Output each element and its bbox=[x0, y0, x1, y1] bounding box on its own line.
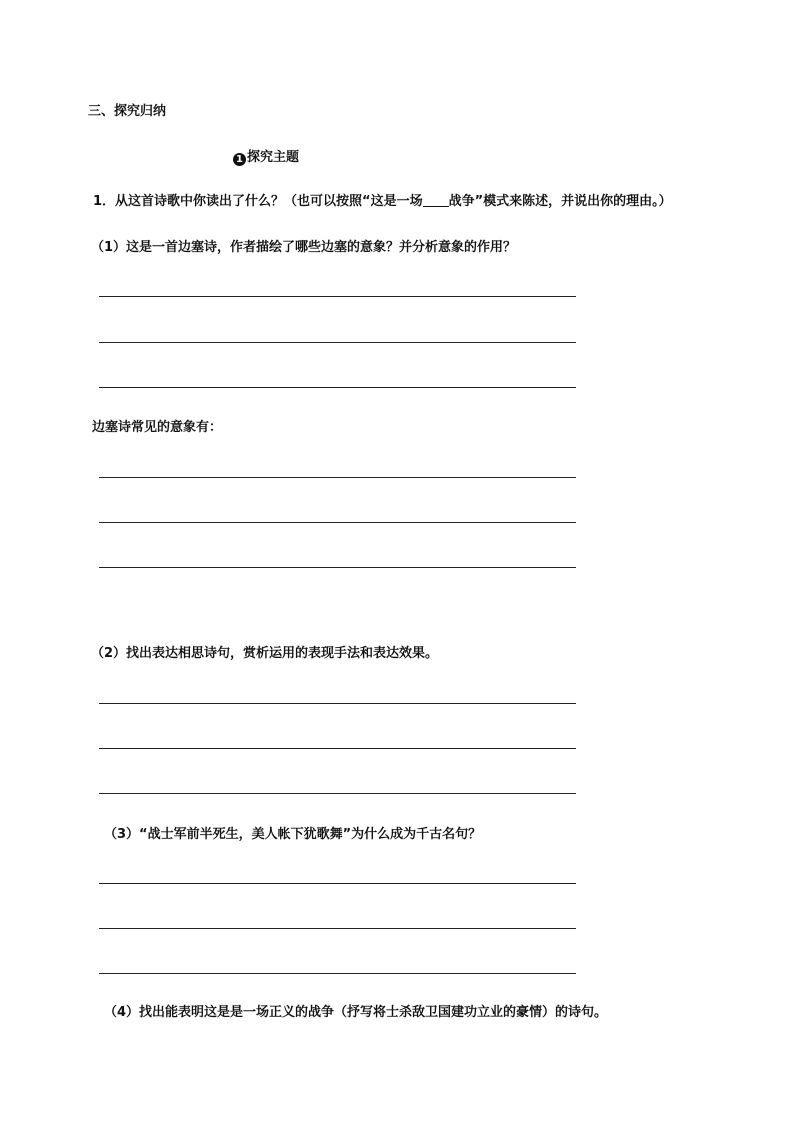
sub-question-2: （2）找出表达相思诗句，赏析运用的表现手法和表达效果。 bbox=[91, 646, 439, 661]
answer-line[interactable] bbox=[99, 973, 576, 974]
answer-line[interactable] bbox=[99, 883, 576, 884]
sub-question-1: （1）这是一首边塞诗，作者描绘了哪些边塞的意象？并分析意象的作用？ bbox=[91, 240, 517, 255]
answer-line[interactable] bbox=[99, 387, 576, 388]
answer-line[interactable] bbox=[99, 477, 576, 478]
section-heading: 三、探究归纳 bbox=[88, 104, 167, 119]
answer-line[interactable] bbox=[99, 296, 576, 297]
answer-line[interactable] bbox=[99, 703, 576, 704]
answer-line[interactable] bbox=[99, 342, 576, 343]
subheading bbox=[233, 149, 299, 167]
question-1-text-end: 战争”模式来陈述，并说出你的理由。） bbox=[448, 194, 672, 209]
subheading-text: 探究主题 bbox=[247, 150, 300, 165]
answer-line[interactable] bbox=[99, 567, 576, 568]
answer-line[interactable] bbox=[99, 748, 576, 749]
sub-question-4: （4）找出能表明这是是一场正义的战争（抒写将士杀敌卫国建功立业的豪情）的诗句。 bbox=[104, 1005, 608, 1020]
imagery-label: 边塞诗常见的意象有： bbox=[92, 420, 223, 435]
answer-line[interactable] bbox=[99, 928, 576, 929]
answer-line[interactable] bbox=[99, 793, 576, 794]
circled-number-icon: 1 bbox=[233, 153, 246, 166]
answer-line[interactable] bbox=[99, 522, 576, 523]
question-1 bbox=[93, 193, 672, 211]
sub-question-3: （3）“战士军前半死生，美人帐下犹歌舞”为什么成为千古名句？ bbox=[104, 827, 482, 842]
question-1-text-start: 1．从这首诗歌中你读出了什么？（也可以按照“这是一场 bbox=[93, 194, 423, 209]
fill-in-blank[interactable] bbox=[423, 194, 449, 207]
